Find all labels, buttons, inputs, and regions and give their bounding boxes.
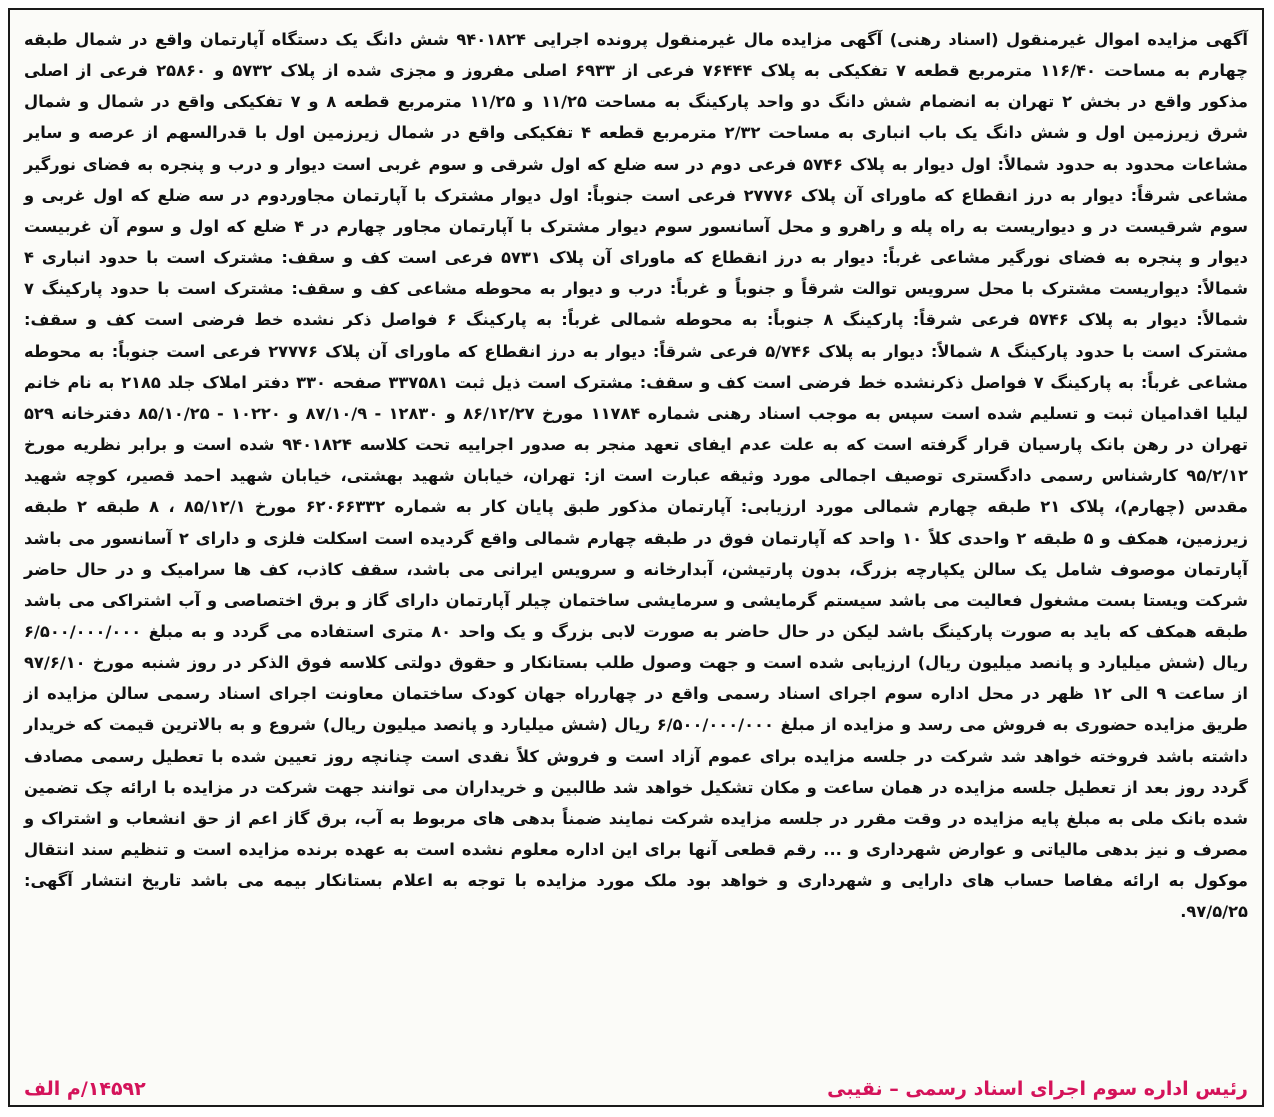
notice-footer [24, 1078, 1248, 1106]
signature-line: رئیس اداره سوم اجرای اسناد رسمی – نقیبی [827, 1078, 1248, 1100]
notice-body-text: آگهی مزایده اموال غیرمنقول (اسناد رهنی) آگهی مزایده مال غیرمنقول پرونده اجرایی ۹۴۰۱۸۲۴ شش دانگ یک دستگاه آپارتمان واقع در شمال طبقه چهارم به مساحت ۱۱۶/۴۰ مترمربع قطعه ۷ تفکیکی به پلاک ۷۶۴۴۴ فرعی از ۶۹۳۳ اصلی مفروز و مجزی شده از پلاک ۵۷۳۲ و ۲۵۸۶۰ فرعی از اصلی مذکور واقع در بخش ۲ تهران به انضمام شش دانگ دو واحد پارکینگ به مساحت ۱۱/۲۵ و ۱۱/۲۵ مترمربع قطعه ۸ و ۷ تفکیکی واقع در شمال و شمال شرق زیرزمین اول و شش دانگ یک باب انباری به مساحت ۲/۳۲ مترمربع قطعه ۴ تفکیکی واقع در شمال زیرزمین اول با قدرالسهم از عرصه و سایر مشاعات محدود به حدود شمالاً: اول دیوار به پلاک ۵۷۴۶ فرعی دوم در سه ضلع که اول شرقی و سوم غربی است دیوار و درب و پنجره به فضای نورگیر مشاعی شرقاً: دیوار به درز انقطاع که ماورای آن پلاک ۲۷۷۷۶ فرعی است جنوباً: اول دیوار مشترک با آپارتمان مجاوردوم در سه ضلع که اول غربی و سوم شرقیست در و دیواریست به راه پله و راهرو و محل آسانسور سوم دیوار مشترک با آپارتمان مجاور چهارم در ۴ ضلع که اول و سوم آن غربیست دیوار و پنجره به فضای نورگیر مشاعی غرباً: دیوار به درز انقطاع که ماورای آن پلاک ۵۷۳۱ فرعی است کف و سقف: مشترک است با حدود انباری ۴ شمالاً: دیواریست مشترک با محل سرویس توالت شرقاً و جنوباً و غرباً: درب و دیوار به محوطه مشاعی کف و سقف: مشترک است با حدود پارکینگ ۷ شمالاً: دیوار به پلاک ۵۷۴۶ فرعی شرقاً: پارکینگ ۸ جنوباً: به محوطه شمالی غرباً: به پارکینگ ۶ فواصل ذکر نشده خط فرضی است کف و سقف: مشترک است با حدود پارکینگ ۸ شمالاً: دیوار به پلاک ۵/۷۴۶ فرعی شرقاً: دیوار به درز انقطاع که ماورای آن پلاک ۲۷۷۷۶ فرعی است جنوباً: به محوطه مشاعی غرباً: به پارکینگ ۷ فواصل ذکرنشده خط فرضی است کف و سقف: مشترک است ذیل ثبت ۳۳۷۵۸۱ صفحه ۳۳۰ دفتر املاک جلد ۲۱۸۵ به نام خانم لیلیا اقدامیان ثبت و تسلیم شده است سپس به موجب اسناد رهنی شماره ۱۱۷۸۴ مورخ ۸۶/۱۲/۲۷ و ۱۲۸۳۰ - ۸۷/۱۰/۹ و ۱۰۲۲۰ - ۸۵/۱۰/۲۵ دفترخانه ۵۲۹ تهران در رهن بانک پارسیان قرار گرفته است که به علت عدم ایفای تعهد منجر به صدور اجراییه تحت کلاسه ۹۴۰۱۸۲۴ شده است و برابر نظریه مورخ ۹۵/۲/۱۲ کارشناس رسمی دادگستری توصیف اجمالی مورد وثیقه عبارت است از: تهران، خیابان شهید بهشتی، خیابان شهید احمد قصیر، کوچه شهید مقدس (چهارم)، پلاک ۲۱ طبقه چهارم شمالی مورد ارزیابی: آپارتمان مذکور طبق پایان کار به شماره ۶۲۰۶۶۳۳۲ مورخ ۸۵/۱۲/۱ ، ۸ طبقه ۲ طبقه زیرزمین، همکف و ۵ طبقه ۲ واحدی کلاً ۱۰ واحد که آپارتمان فوق در طبقه چهارم شمالی واقع گردیده است اسکلت فلزی و دارای ۲ آسانسور می باشد آپارتمان موصوف شامل یک سالن یکپارچه بزرگ، بدون پارتیشن، آبدارخانه و سرویس ایرانی می باشد، سقف کاذب، کف ها سرامیک و در حال حاضر شرکت ویستا بست مشغول فعالیت می باشد سیستم گرمایشی و سرمایشی ساختمان چیلر آپارتمان دارای گاز و برق اختصاصی و آب اشتراکی می باشد طبقه همکف که باید به صورت پارکینگ باشد لیکن در حال حاضر به صورت لابی بزرگ و یک واحد ۸۰ متری استفاده می گردد و به مبلغ ۶/۵۰۰/۰۰۰/۰۰۰ ریال (شش میلیارد و پانصد میلیون ریال) ارزیابی شده است و جهت وصول طلب بستانکار و حقوق دولتی کلاسه فوق الذکر در روز شنبه مورخ ۹۷/۶/۱۰ از ساعت ۹ الی ۱۲ ظهر در محل اداره سوم اجرای اسناد رسمی واقع در چهارراه جهان کودک ساختمان معاونت اجرای اسناد رسمی سالن مزایده از طریق مزایده حضوری به فروش می رسد و مزایده از مبلغ ۶/۵۰۰/۰۰۰/۰۰۰ ریال (شش میلیارد و پانصد میلیون ریال) شروع و به بالاترین قیمت که خریدار داشته باشد فروخته خواهد شد شرکت در جلسه مزایده برای عموم آزاد است و فروش کلاً نقدی است چنانچه روز تعیین شده با تعطیل رسمی مصادف گردد روز بعد از تعطیل جلسه مزایده در همان ساعت و مکان تشکیل خواهد شد طالبین و خریداران می توانند جهت شرکت در مزایده با ارائه چک تضمین شده بانک ملی به مبلغ پایه مزایده در وقت مقرر در جلسه مزایده شرکت نمایند ضمناً بدهی های مربوط به آب، برق گاز اعم از حق انشعاب و اشتراک و مصرف و نیز بدهی مالیاتی و عوارض شهرداری و ... رقم قطعی آنها برای این اداره معلوم نشده است به عهده برنده مزایده است و تنظیم سند انتقال موکول به ارائه مفاصا حساب های دارایی و شهرداری و خواهد بود ملک مورد مزایده با توجه به اعلام بستانکار بیمه می باشد تاریخ انتشار آگهی: ۹۷/۵/۲۵. [24, 30, 1249, 922]
ad-code: ۱۴۵۹۲/م الف [24, 1078, 146, 1100]
notice-frame [8, 8, 1264, 1107]
